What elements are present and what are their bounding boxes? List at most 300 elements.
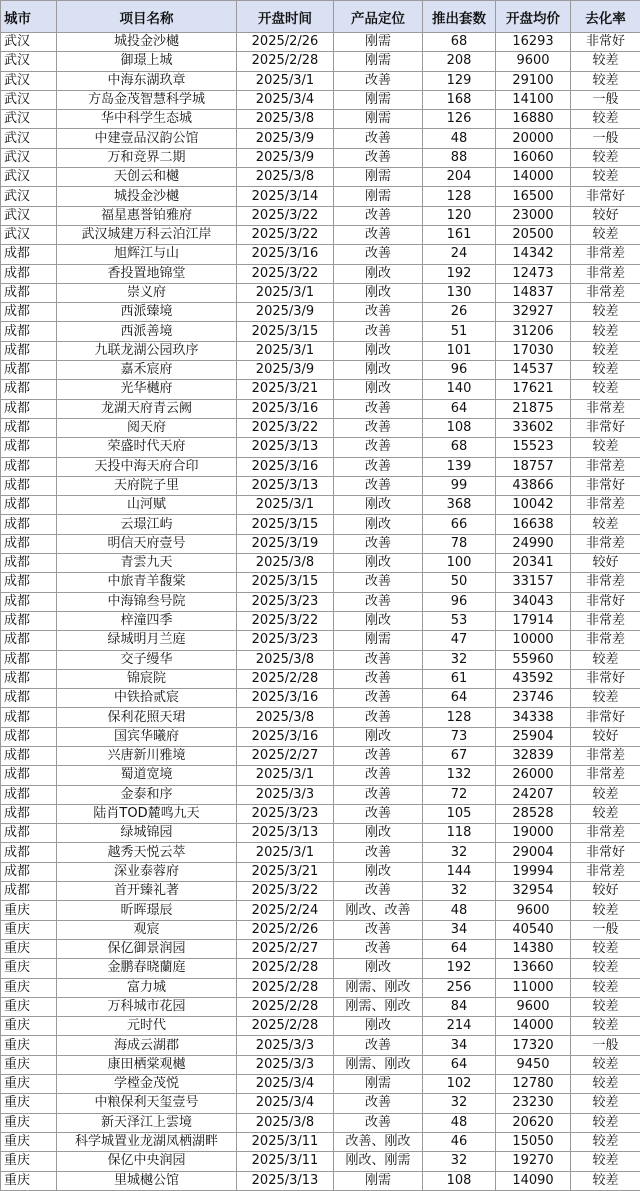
units-cell: 96 [423,361,496,380]
project-name-cell: 越秀天悦云萃 [57,843,237,862]
avg-price-cell: 17320 [496,1036,571,1055]
positioning-cell: 刚需、刚改 [334,997,423,1016]
sell-through-cell: 非常差 [571,534,640,553]
project-name-cell: 金鹏春晓蘭庭 [57,959,237,978]
project-name-cell: 嘉禾宸府 [57,361,237,380]
positioning-cell: 刚需 [334,90,423,109]
project-name-cell: 保利花照天珺 [57,708,237,727]
units-cell: 96 [423,592,496,611]
positioning-cell: 刚需 [334,110,423,129]
avg-price-cell: 16500 [496,187,571,206]
sell-through-cell: 非常差 [571,283,640,302]
city-cell: 重庆 [1,901,57,920]
table-row [1,438,640,457]
units-cell: 66 [423,515,496,534]
project-name-cell: 兴唐新川雅境 [57,746,237,765]
sell-through-cell: 较好 [571,727,640,746]
city-cell: 成都 [1,361,57,380]
positioning-cell: 改善 [334,939,423,958]
project-name-cell: 方岛金茂智慧科学城 [57,90,237,109]
project-name-cell: 山河赋 [57,496,237,515]
avg-price-cell: 14837 [496,283,571,302]
table-row [1,1055,640,1074]
project-name-cell: 华中科学生态城 [57,110,237,129]
table-row [1,592,640,611]
units-cell: 102 [423,1075,496,1094]
avg-price-cell: 16293 [496,33,571,52]
open-date-cell: 2025/3/22 [237,206,334,225]
sell-through-cell: 较差 [571,804,640,823]
open-date-cell: 2025/3/22 [237,611,334,630]
project-name-cell: 中粮保利天玺壹号 [57,1094,237,1113]
table-row [1,110,640,129]
city-cell: 重庆 [1,1094,57,1113]
sell-through-cell: 较差 [571,148,640,167]
units-cell: 161 [423,225,496,244]
table-row [1,1132,640,1151]
avg-price-cell: 14342 [496,245,571,264]
sell-through-cell: 非常好 [571,843,640,862]
units-cell: 108 [423,1171,496,1190]
units-cell: 128 [423,708,496,727]
units-cell: 32 [423,1152,496,1171]
open-date-cell: 2025/3/8 [237,554,334,573]
sell-through-cell: 较差 [571,438,640,457]
sell-through-cell: 较差 [571,978,640,997]
open-date-cell: 2025/3/22 [237,882,334,901]
avg-price-cell: 9600 [496,901,571,920]
units-cell: 46 [423,1132,496,1151]
city-cell: 重庆 [1,1152,57,1171]
positioning-cell: 改善 [334,418,423,437]
project-name-cell: 中建壹品汉韵公馆 [57,129,237,148]
sell-through-cell: 非常好 [571,708,640,727]
units-cell: 34 [423,920,496,939]
sell-through-cell: 非常差 [571,611,640,630]
open-date-cell: 2025/3/21 [237,380,334,399]
positioning-cell: 改善 [334,476,423,495]
table-row [1,727,640,746]
table-row [1,997,640,1016]
open-date-cell: 2025/3/8 [237,650,334,669]
avg-price-cell: 40540 [496,920,571,939]
table-row [1,1017,640,1036]
units-cell: 32 [423,650,496,669]
project-name-cell: 龙湖天府青云阙 [57,399,237,418]
city-cell: 武汉 [1,187,57,206]
sell-through-cell: 较差 [571,901,640,920]
avg-price-cell: 9600 [496,997,571,1016]
open-date-cell: 2025/3/1 [237,341,334,360]
project-name-cell: 中海锦叁号院 [57,592,237,611]
table-row [1,90,640,109]
positioning-cell: 改善 [334,148,423,167]
city-cell: 成都 [1,245,57,264]
project-name-cell: 万和竞界二期 [57,148,237,167]
table-row [1,554,640,573]
units-cell: 84 [423,997,496,1016]
open-date-cell: 2025/3/3 [237,785,334,804]
units-cell: 128 [423,187,496,206]
avg-price-cell: 29004 [496,843,571,862]
sell-through-cell: 非常差 [571,496,640,515]
units-cell: 32 [423,1094,496,1113]
table-row [1,824,640,843]
project-name-cell: 天投中海天府合印 [57,457,237,476]
positioning-cell: 刚需 [334,33,423,52]
open-date-cell: 2025/3/13 [237,438,334,457]
avg-price-cell: 43592 [496,669,571,688]
units-cell: 64 [423,1055,496,1074]
positioning-cell: 改善 [334,245,423,264]
units-cell: 120 [423,206,496,225]
city-cell: 成都 [1,303,57,322]
project-name-cell: 昕晖璟辰 [57,901,237,920]
sell-through-cell: 非常差 [571,245,640,264]
project-name-cell: 科学城置业龙湖凤栖湖畔 [57,1132,237,1151]
city-cell: 武汉 [1,206,57,225]
project-name-cell: 海成云湖郡 [57,1036,237,1055]
positioning-cell: 改善 [334,303,423,322]
city-cell: 重庆 [1,978,57,997]
avg-price-cell: 18757 [496,457,571,476]
header-open-date: 开盘时间 [237,1,334,33]
city-cell: 重庆 [1,920,57,939]
positioning-cell: 改善 [334,573,423,592]
units-cell: 34 [423,1036,496,1055]
project-name-cell: 西派善境 [57,322,237,341]
table-row [1,52,640,71]
positioning-cell: 改善、刚改 [334,1132,423,1151]
open-date-cell: 2025/3/16 [237,245,334,264]
avg-price-cell: 11000 [496,978,571,997]
units-cell: 73 [423,727,496,746]
project-name-cell: 学樘金茂悦 [57,1075,237,1094]
sell-through-cell: 较差 [571,1132,640,1151]
positioning-cell: 刚改、改善 [334,901,423,920]
positioning-cell: 刚需 [334,187,423,206]
avg-price-cell: 16638 [496,515,571,534]
sell-through-cell: 较差 [571,341,640,360]
open-date-cell: 2025/2/28 [237,52,334,71]
sell-through-cell: 非常好 [571,418,640,437]
units-cell: 139 [423,457,496,476]
table-row [1,322,640,341]
avg-price-cell: 14000 [496,168,571,187]
units-cell: 48 [423,1113,496,1132]
open-date-cell: 2025/3/8 [237,168,334,187]
sell-through-cell: 非常差 [571,746,640,765]
positioning-cell: 改善 [334,457,423,476]
open-date-cell: 2025/3/4 [237,90,334,109]
sell-through-cell: 非常差 [571,766,640,785]
sell-through-cell: 较差 [571,650,640,669]
project-name-cell: 香投置地锦堂 [57,264,237,283]
project-name-cell: 明信天府壹号 [57,534,237,553]
units-cell: 67 [423,746,496,765]
avg-price-cell: 29100 [496,71,571,90]
city-cell: 武汉 [1,110,57,129]
open-date-cell: 2025/2/28 [237,959,334,978]
project-name-cell: 崇义府 [57,283,237,302]
units-cell: 72 [423,785,496,804]
units-cell: 368 [423,496,496,515]
city-cell: 武汉 [1,90,57,109]
table-row [1,862,640,881]
avg-price-cell: 43866 [496,476,571,495]
sell-through-cell: 非常差 [571,824,640,843]
open-date-cell: 2025/3/4 [237,1094,334,1113]
table-row [1,361,640,380]
city-cell: 武汉 [1,225,57,244]
city-cell: 成都 [1,554,57,573]
sell-through-cell: 较好 [571,882,640,901]
sell-through-cell: 较好 [571,554,640,573]
table-row [1,611,640,630]
project-name-cell: 观宸 [57,920,237,939]
table-row [1,785,640,804]
sell-through-cell: 非常好 [571,187,640,206]
sell-through-cell: 较差 [571,322,640,341]
positioning-cell: 刚改、刚需 [334,1152,423,1171]
units-cell: 47 [423,631,496,650]
table-row [1,303,640,322]
open-date-cell: 2025/3/16 [237,399,334,418]
open-date-cell: 2025/3/23 [237,592,334,611]
units-cell: 144 [423,862,496,881]
table-row [1,33,640,52]
city-cell: 成都 [1,399,57,418]
units-cell: 61 [423,669,496,688]
sell-through-cell: 较差 [571,380,640,399]
city-cell: 成都 [1,515,57,534]
positioning-cell: 刚需、刚改 [334,1055,423,1074]
open-date-cell: 2025/3/23 [237,631,334,650]
table-row [1,1036,640,1055]
positioning-cell: 改善 [334,225,423,244]
table-row [1,515,640,534]
city-cell: 成都 [1,824,57,843]
units-cell: 68 [423,438,496,457]
table-row [1,689,640,708]
table-row [1,148,640,167]
positioning-cell: 改善 [334,1036,423,1055]
avg-price-cell: 15523 [496,438,571,457]
sell-through-cell: 一般 [571,129,640,148]
sell-through-cell: 较差 [571,1171,640,1190]
city-cell: 武汉 [1,148,57,167]
city-cell: 重庆 [1,1055,57,1074]
project-name-cell: 国宾华曦府 [57,727,237,746]
positioning-cell: 刚需 [334,168,423,187]
avg-price-cell: 34043 [496,592,571,611]
table-row [1,418,640,437]
open-date-cell: 2025/3/3 [237,1055,334,1074]
units-cell: 48 [423,901,496,920]
units-cell: 51 [423,322,496,341]
city-cell: 武汉 [1,33,57,52]
table-row [1,380,640,399]
project-name-cell: 九联龙湖公园玖序 [57,341,237,360]
units-cell: 64 [423,689,496,708]
positioning-cell: 刚改 [334,824,423,843]
sell-through-cell: 非常差 [571,862,640,881]
open-date-cell: 2025/3/8 [237,708,334,727]
open-date-cell: 2025/2/28 [237,1017,334,1036]
project-name-cell: 里城樾公馆 [57,1171,237,1190]
city-cell: 重庆 [1,1171,57,1190]
avg-price-cell: 24990 [496,534,571,553]
avg-price-cell: 14380 [496,939,571,958]
units-cell: 48 [423,129,496,148]
positioning-cell: 改善 [334,650,423,669]
avg-price-cell: 24207 [496,785,571,804]
table-row [1,168,640,187]
sell-through-cell: 较差 [571,1094,640,1113]
avg-price-cell: 17914 [496,611,571,630]
table-row [1,978,640,997]
project-name-cell: 中海东湖玖章 [57,71,237,90]
city-cell: 成都 [1,746,57,765]
table-row [1,206,640,225]
avg-price-cell: 9450 [496,1055,571,1074]
units-cell: 26 [423,303,496,322]
positioning-cell: 改善 [334,129,423,148]
city-cell: 成都 [1,496,57,515]
city-cell: 重庆 [1,939,57,958]
units-cell: 256 [423,978,496,997]
positioning-cell: 刚改 [334,611,423,630]
open-date-cell: 2025/2/27 [237,746,334,765]
table-row [1,457,640,476]
avg-price-cell: 15050 [496,1132,571,1151]
table-row [1,939,640,958]
units-cell: 50 [423,573,496,592]
project-name-cell: 新天泽江上雲境 [57,1113,237,1132]
sell-through-cell: 较差 [571,1055,640,1074]
sell-through-cell: 较差 [571,939,640,958]
sell-through-cell: 较差 [571,303,640,322]
city-cell: 成都 [1,669,57,688]
units-cell: 64 [423,939,496,958]
open-date-cell: 2025/2/27 [237,939,334,958]
open-date-cell: 2025/3/15 [237,322,334,341]
table-row [1,1152,640,1171]
project-name-cell: 御璟上城 [57,52,237,71]
sell-through-cell: 非常好 [571,476,640,495]
positioning-cell: 刚改 [334,959,423,978]
sell-through-cell: 非常差 [571,399,640,418]
project-name-cell: 福星惠誉铂雅府 [57,206,237,225]
city-cell: 成都 [1,457,57,476]
city-cell: 成都 [1,534,57,553]
table-row [1,283,640,302]
avg-price-cell: 17621 [496,380,571,399]
positioning-cell: 刚改 [334,496,423,515]
header-positioning: 产品定位 [334,1,423,33]
city-cell: 武汉 [1,168,57,187]
units-cell: 192 [423,959,496,978]
city-cell: 重庆 [1,1113,57,1132]
project-name-cell: 城投金沙樾 [57,33,237,52]
open-date-cell: 2025/3/1 [237,843,334,862]
positioning-cell: 改善 [334,920,423,939]
project-name-cell: 绿城明月兰庭 [57,631,237,650]
open-date-cell: 2025/3/9 [237,129,334,148]
avg-price-cell: 10000 [496,631,571,650]
open-date-cell: 2025/3/15 [237,515,334,534]
city-cell: 重庆 [1,1075,57,1094]
units-cell: 78 [423,534,496,553]
table-row [1,264,640,283]
avg-price-cell: 12473 [496,264,571,283]
positioning-cell: 改善 [334,689,423,708]
table-row [1,901,640,920]
project-name-cell: 阅天府 [57,418,237,437]
units-cell: 64 [423,399,496,418]
city-cell: 重庆 [1,997,57,1016]
units-cell: 101 [423,341,496,360]
project-name-cell: 中旅青羊馥棠 [57,573,237,592]
units-cell: 140 [423,380,496,399]
sell-through-cell: 较好 [571,206,640,225]
city-cell: 成都 [1,380,57,399]
avg-price-cell: 32927 [496,303,571,322]
project-name-cell: 天创云和樾 [57,168,237,187]
open-date-cell: 2025/3/8 [237,1113,334,1132]
avg-price-cell: 23000 [496,206,571,225]
city-cell: 成都 [1,804,57,823]
city-cell: 成都 [1,611,57,630]
open-date-cell: 2025/3/13 [237,824,334,843]
project-name-cell: 万科城市花园 [57,997,237,1016]
table-row [1,631,640,650]
open-date-cell: 2025/2/28 [237,978,334,997]
units-cell: 192 [423,264,496,283]
open-date-cell: 2025/3/23 [237,804,334,823]
table-row [1,920,640,939]
avg-price-cell: 14537 [496,361,571,380]
project-name-cell: 交子缦华 [57,650,237,669]
avg-price-cell: 14100 [496,90,571,109]
project-name-cell: 保亿御景润园 [57,939,237,958]
city-cell: 成都 [1,476,57,495]
city-cell: 成都 [1,766,57,785]
open-date-cell: 2025/3/1 [237,283,334,302]
avg-price-cell: 55960 [496,650,571,669]
positioning-cell: 改善 [334,766,423,785]
positioning-cell: 改善 [334,843,423,862]
positioning-cell: 改善 [334,708,423,727]
project-name-cell: 荣盛时代天府 [57,438,237,457]
header-city: 城市 [1,1,57,33]
avg-price-cell: 14000 [496,1017,571,1036]
avg-price-cell: 23230 [496,1094,571,1113]
project-name-cell: 绿城锦园 [57,824,237,843]
header-avg-price: 开盘均价 [496,1,571,33]
avg-price-cell: 33602 [496,418,571,437]
project-name-cell: 城投金沙樾 [57,187,237,206]
units-cell: 68 [423,33,496,52]
positioning-cell: 刚改 [334,1017,423,1036]
open-date-cell: 2025/2/26 [237,920,334,939]
avg-price-cell: 17030 [496,341,571,360]
avg-price-cell: 33157 [496,573,571,592]
sell-through-cell: 较差 [571,689,640,708]
open-date-cell: 2025/3/11 [237,1132,334,1151]
positioning-cell: 刚改 [334,862,423,881]
positioning-cell: 改善 [334,71,423,90]
